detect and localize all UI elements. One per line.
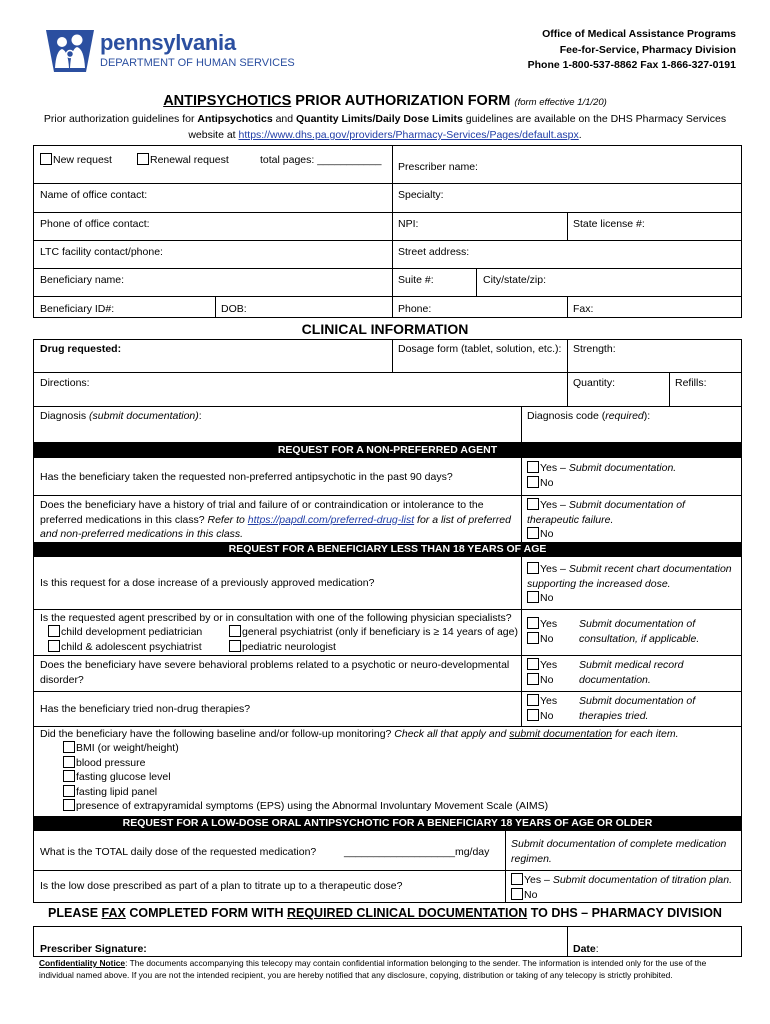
spec-child-adol-checkbox[interactable]	[48, 640, 60, 652]
under18-q4: Has the beneficiary tried non-drug therapies?	[40, 703, 251, 715]
u18-q3-no-option[interactable]	[527, 673, 557, 688]
mon-eps-label: presence of extrapyramidal symptoms (EPS) using the Abnormal Involuntary Movement Scale (AIMS)	[76, 800, 549, 812]
office-info	[528, 27, 736, 74]
pa-dhs-logo	[42, 24, 295, 76]
q2-yes-checkbox[interactable]	[527, 498, 539, 510]
diagnosis-label: Diagnosis	[40, 410, 90, 422]
lowdose-q2: Is the low dose prescribed as part of a plan to titrate up to a therapeutic dose?	[40, 880, 403, 892]
diagnosis-note: (submit documentation)	[89, 410, 199, 422]
spec-ped-neuro-option[interactable]	[229, 640, 336, 653]
lowdose-q1-note	[511, 837, 726, 866]
mon-lipid-checkbox[interactable]	[63, 785, 75, 797]
refills-field[interactable]: Refills:	[675, 377, 707, 389]
u18-q4-no-option[interactable]	[527, 709, 557, 724]
division-name: Fee-for-Service, Pharmacy Division	[559, 43, 736, 56]
spec-gen-psych-checkbox[interactable]	[229, 625, 241, 637]
clinical-section	[33, 339, 742, 443]
u18-q3-line1: Does the beneficiary have severe behavioral problems related to a psychotic or neuro-developmental	[40, 659, 510, 671]
u18-q1-yes-label: Yes –	[540, 563, 569, 575]
directions-field[interactable]: Directions:	[40, 377, 90, 389]
total-daily-dose-field[interactable]: ___________________mg/day	[344, 846, 490, 858]
office-contact-field[interactable]: Name of office contact:	[40, 189, 148, 201]
u18-q2-note	[579, 617, 699, 646]
specialty-field[interactable]: Specialty:	[398, 189, 444, 201]
guidelines-bold: Quantity Limits/Daily Dose Limits	[296, 113, 463, 125]
city-state-zip-field[interactable]: City/state/zip:	[483, 274, 547, 286]
guidelines-part: .	[578, 129, 582, 141]
phone-field[interactable]: Phone:	[398, 303, 432, 315]
street-address-field[interactable]: Street address:	[398, 246, 470, 258]
confidentiality-label: Confidentiality Notice	[39, 958, 126, 968]
ld-q1-note1: Submit documentation of complete medication	[511, 838, 727, 850]
mon-bp-checkbox[interactable]	[63, 756, 75, 768]
date-colon: :	[595, 943, 599, 955]
u18-q2-no-checkbox[interactable]	[527, 632, 539, 644]
u18-q2-yes-label: Yes	[540, 618, 558, 630]
u18-q4-yes-checkbox[interactable]	[527, 694, 539, 706]
ltc-facility-field[interactable]: LTC facility contact/phone:	[40, 246, 163, 258]
fax-part: PLEASE	[48, 906, 102, 920]
spec-child-dev-checkbox[interactable]	[48, 625, 60, 637]
q1-yes-checkbox[interactable]	[527, 461, 539, 473]
date-field[interactable]	[573, 943, 599, 955]
dosage-form-field[interactable]: Dosage form (tablet, solution, etc.):	[398, 343, 562, 355]
ld-q2-no-checkbox[interactable]	[511, 888, 523, 900]
nonpreferred-q1-answers	[527, 461, 676, 490]
u18-q2-text: Is the requested agent prescribed by or in consultation with one of the following physician specialists?	[40, 612, 512, 624]
u18-q3-note1: Submit medical record	[579, 659, 684, 671]
q1-no-checkbox[interactable]	[527, 476, 539, 488]
mon-lipid-option[interactable]	[63, 785, 548, 800]
ld-q1-note2: regimen.	[511, 852, 552, 865]
dhs-pharmacy-link[interactable]: https://www.dhs.pa.gov/providers/Pharmacy-Services/Pages/default.aspx	[238, 129, 579, 141]
renewal-request-option[interactable]	[137, 153, 229, 166]
clinical-heading: CLINICAL INFORMATION	[301, 321, 469, 337]
q1-yes-option[interactable]	[527, 461, 676, 476]
monitoring-list	[63, 741, 548, 814]
q1-yes-label: Yes –	[540, 462, 569, 474]
ld-q2-yes-label: Yes –	[524, 874, 553, 886]
new-request-checkbox[interactable]	[40, 153, 52, 165]
u18-q3-yes-checkbox[interactable]	[527, 658, 539, 670]
fax-word: FAX	[101, 906, 126, 920]
q2-refer: Refer to	[207, 513, 248, 526]
prescriber-signature-field[interactable]: Prescriber Signature:	[40, 943, 147, 955]
ld-q2-yes-option[interactable]	[511, 873, 732, 888]
title-rest: PRIOR AUTHORIZATION FORM	[291, 93, 515, 109]
suite-field[interactable]: Suite #:	[398, 274, 434, 286]
u18-q1-no-option[interactable]	[527, 591, 732, 606]
renewal-request-checkbox[interactable]	[137, 153, 149, 165]
spec-child-dev-option[interactable]	[48, 625, 202, 638]
prescriber-section	[33, 145, 742, 318]
u18-q2-note1: Submit documentation of	[579, 618, 696, 630]
date-label: Date	[573, 943, 596, 955]
keystone-family-icon	[42, 24, 98, 74]
total-pages-field[interactable]: total pages: ___________	[260, 154, 382, 166]
dob-field[interactable]: DOB:	[221, 303, 247, 315]
u18-q4-note	[579, 694, 695, 723]
spec-child-adol-label: child & adolescent psychiatrist	[61, 641, 202, 653]
q2-line2: preferred medications in this class?	[40, 513, 208, 526]
u18-q4-yes-option[interactable]	[527, 694, 557, 709]
diagnosis-code-end: ):	[643, 410, 651, 422]
fax-part: COMPLETED FORM WITH	[125, 906, 287, 920]
q2-no-label: No	[540, 528, 554, 540]
form-effective-date: (form effective 1/1/20)	[514, 97, 607, 108]
nonpreferred-q1: Has the beneficiary taken the requested non-preferred antipsychotic in the past 90 days?	[40, 471, 453, 483]
guidelines-text	[40, 111, 730, 143]
fax-instruction	[0, 906, 770, 920]
q2-line2-end: for a list of preferred	[414, 513, 511, 526]
state-license-field[interactable]: State license #:	[573, 218, 645, 230]
mon-glucose-checkbox[interactable]	[63, 770, 75, 782]
lowdose-q1: What is the TOTAL daily dose of the requested medication?	[40, 846, 317, 858]
fax-part: TO DHS – PHARMACY DIVISION	[527, 906, 722, 920]
diagnosis-code-required: required	[605, 410, 644, 422]
guidelines-part: guidelines are available on the DHS Pharmacy Services	[462, 113, 727, 125]
u18-q1-no-label: No	[540, 592, 554, 604]
u18-q2-yes-checkbox[interactable]	[527, 617, 539, 629]
new-request-label: New request	[53, 154, 112, 166]
mon-eps-option[interactable]	[63, 799, 548, 814]
mon-bmi-option[interactable]	[63, 741, 548, 756]
q2-line3: and non-preferred medications in this class.	[40, 528, 244, 540]
phone-fax: Phone 1-800-537-8862 Fax 1-866-327-0191	[527, 59, 736, 71]
prescriber-name-field[interactable]: Prescriber name:	[398, 161, 478, 173]
confidentiality-text: : The documents accompanying this telecopy may contain confidential information belonging to the sender. The information is intended only for the use of the	[125, 958, 707, 968]
under18-bar: REQUEST FOR A BENEFICIARY LESS THAN 18 YEARS OF AGE	[33, 542, 742, 557]
spec-child-dev-label: child development pediatrician	[61, 626, 203, 638]
mon-glucose-label: fasting glucose level	[76, 771, 171, 783]
preferred-drug-list-link[interactable]: https://papdl.com/preferred-drug-list	[247, 513, 415, 526]
u18-q4-yes-label: Yes	[540, 695, 558, 707]
ld-q2-yes-checkbox[interactable]	[511, 873, 523, 885]
u18-q3-yes-option[interactable]	[527, 658, 557, 673]
mon-bp-label: blood pressure	[76, 756, 146, 769]
q2-yes-note: Submit documentation of	[568, 499, 685, 511]
diagnosis-code-field[interactable]	[527, 410, 650, 422]
u18-q1-yes-checkbox[interactable]	[527, 562, 539, 574]
beneficiary-name-field[interactable]: Beneficiary name:	[40, 274, 125, 286]
u18-q2-no-option[interactable]	[527, 632, 557, 647]
strength-field[interactable]: Strength:	[573, 343, 616, 355]
q1-yes-note: Submit documentation.	[568, 462, 677, 474]
diagnosis-code-label: Diagnosis code (	[527, 410, 606, 422]
beneficiary-id-field[interactable]: Beneficiary ID#:	[40, 303, 115, 315]
u18-q1-yes-note2: supporting the increased dose.	[527, 577, 671, 590]
u18-q3-line2: disorder?	[40, 673, 84, 686]
q2-no-option[interactable]	[527, 527, 685, 542]
guidelines-part: and	[272, 113, 297, 125]
u18-q1-yes-option[interactable]	[527, 562, 732, 577]
ld-q2-no-label: No	[524, 888, 538, 901]
u18-q2-yes-option[interactable]	[527, 617, 557, 632]
u18-q3-no-label: No	[540, 673, 554, 686]
nonpreferred-bar: REQUEST FOR A NON-PREFERRED AGENT	[33, 443, 742, 458]
mon-bp-option[interactable]	[63, 756, 548, 771]
q2-line1: Does the beneficiary have a history of trial and failure of or contraindication or intolerance to the	[40, 499, 484, 511]
new-request-option[interactable]	[40, 153, 112, 166]
drug-requested-field[interactable]: Drug requested:	[40, 343, 122, 355]
form-title	[0, 93, 770, 109]
under18-q5	[40, 727, 679, 742]
guidelines-part: Prior authorization guidelines for	[43, 113, 198, 125]
u18-q5-instruction: Check all that apply and	[394, 728, 510, 740]
spec-ped-neuro-label: pediatric neurologist	[242, 641, 336, 653]
q1-no-label: No	[540, 476, 554, 489]
lowdose-q2-answers	[511, 873, 732, 902]
nonpreferred-q2-answers	[527, 498, 685, 542]
mon-glucose-option[interactable]	[63, 770, 548, 785]
q1-no-option[interactable]	[527, 476, 676, 491]
office-name: Office of Medical Assistance Programs	[542, 28, 736, 40]
diagnosis-colon: :	[198, 410, 202, 422]
ld-q2-yes-note: Submit documentation of titration plan.	[552, 874, 732, 886]
u18-q3-yes-label: Yes	[540, 659, 558, 671]
u18-q5-submit: submit documentation	[509, 728, 613, 740]
under18-q2	[40, 611, 512, 626]
lowdose-bar: REQUEST FOR A LOW-DOSE ORAL ANTIPSYCHOTIC FOR A BENEFICIARY 18 YEARS OF AGE OR OLDER	[33, 816, 742, 831]
u18-q3-note	[579, 658, 683, 687]
u18-q2-note2: consultation, if applicable.	[579, 632, 700, 645]
fax-field[interactable]: Fax:	[573, 303, 594, 315]
renewal-request-label: Renewal request	[150, 154, 229, 166]
mon-bmi-label: BMI (or weight/height)	[76, 742, 179, 754]
fax-required-docs: REQUIRED CLINICAL DOCUMENTATION	[286, 906, 528, 920]
mon-bmi-checkbox[interactable]	[63, 741, 75, 753]
u18-q5-end: for each item.	[612, 728, 679, 740]
spec-ped-neuro-checkbox[interactable]	[229, 640, 241, 652]
mon-lipid-label: fasting lipid panel	[76, 785, 158, 798]
u18-q1-no-checkbox[interactable]	[527, 591, 539, 603]
q2-no-checkbox[interactable]	[527, 527, 539, 539]
u18-q2-no-label: No	[540, 632, 554, 645]
spec-child-adol-option[interactable]	[48, 640, 202, 653]
u18-q4-no-label: No	[540, 709, 554, 722]
quantity-field[interactable]: Quantity:	[573, 377, 616, 389]
confidentiality-text2: individual named above. If you are not the intended recipient, you are hereby notified that any disclosure, copying, distribution or taking of any telecopy is strictly prohibited.	[39, 969, 673, 980]
under18-q3	[40, 658, 509, 687]
u18-q4-note2: therapies tried.	[579, 709, 649, 722]
spec-gen-psych-label: general psychiatrist (only if beneficiary is ≥ 14 years of age)	[242, 626, 518, 638]
mon-eps-checkbox[interactable]	[63, 799, 75, 811]
u18-q3-no-checkbox[interactable]	[527, 673, 539, 685]
u18-q5-text: Did the beneficiary have the following baseline and/or follow-up monitoring?	[40, 728, 395, 740]
u18-q1-yes-note: Submit recent chart documentation	[568, 563, 732, 575]
q2-yes-option[interactable]	[527, 498, 685, 513]
q2-yes-note2: therapeutic failure.	[527, 513, 614, 526]
title-drug-class: ANTIPSYCHOTICS	[163, 93, 292, 109]
u18-q3-note2: documentation.	[579, 673, 651, 686]
npi-field[interactable]: NPI:	[398, 218, 419, 230]
under18-q2-answers	[527, 617, 557, 646]
u18-q4-no-checkbox[interactable]	[527, 709, 539, 721]
office-phone-field[interactable]: Phone of office contact:	[40, 218, 150, 230]
confidentiality-notice	[39, 958, 706, 981]
under18-q3-answers	[527, 658, 557, 687]
under18-q1-answers	[527, 562, 732, 606]
logo-department: DEPARTMENT OF HUMAN SERVICES	[100, 57, 295, 69]
under18-q4-answers	[527, 694, 557, 723]
ld-q2-no-option[interactable]	[511, 888, 732, 903]
spec-gen-psych-option[interactable]	[229, 625, 518, 638]
under18-q1: Is this request for a dose increase of a previously approved medication?	[40, 577, 375, 589]
guidelines-part: website at	[188, 129, 239, 141]
diagnosis-field[interactable]	[40, 410, 202, 422]
nonpreferred-q2	[40, 498, 511, 542]
logo-wordmark: pennsylvania	[100, 30, 236, 55]
u18-q4-note1: Submit documentation of	[579, 695, 696, 707]
guidelines-bold: Antipsychotics	[197, 113, 273, 125]
q2-yes-label: Yes –	[540, 499, 569, 511]
